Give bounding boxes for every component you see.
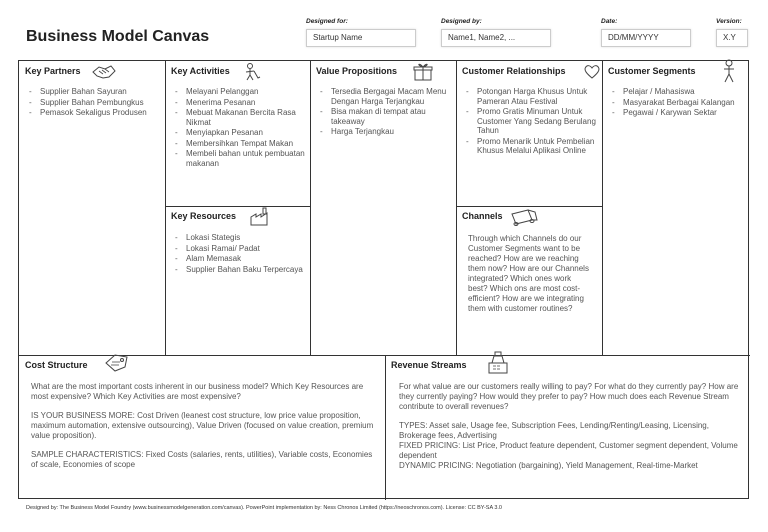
gift-icon (413, 62, 433, 82)
list-item: - Membeli bahan untuk pembuatan makanan (173, 149, 305, 168)
channels-title: Channels (462, 211, 503, 221)
key-resources-block (165, 206, 311, 356)
list-item: - Menyiapkan Pesanan (173, 128, 305, 138)
designed-by-label: Designed by: (441, 18, 482, 25)
value-propositions-list (318, 87, 452, 138)
list-item: - Lokasi Ramai/ Padat (173, 244, 305, 254)
truck-icon (510, 208, 538, 226)
customer-relationships-list (464, 87, 598, 157)
key-partners-block (19, 61, 166, 356)
date-label: Date: (601, 18, 618, 25)
list-item: - Promo Gratis Minuman Untuk Customer Yang Sedang Berulang Tahun (464, 107, 598, 136)
list-item: - Pemasok Sekaligus Produsen (27, 108, 161, 118)
designed-for-field[interactable]: Startup Name (306, 29, 416, 47)
version-field[interactable]: X.Y (716, 29, 748, 47)
list-item: - Alam Memasak (173, 254, 305, 264)
list-item: - Supplier Bahan Baku Terpercaya (173, 265, 305, 275)
cost-structure-block (19, 355, 386, 500)
value-propositions-block (310, 61, 457, 356)
designed-by-group (441, 18, 551, 47)
designed-for-group (306, 18, 416, 47)
list-item: - Lokasi Stategis (173, 233, 305, 243)
customer-segments-list (610, 87, 746, 119)
list-item: - Masyarakat Berbagai Kalangan (610, 98, 746, 108)
key-resources-title: Key Resources (171, 211, 237, 221)
page-title: Business Model Canvas (26, 28, 210, 45)
list-item: - Pelajar / Mahasiswa (610, 87, 746, 97)
list-item: - Pegawai / Karywan Sektar (610, 108, 746, 118)
customer-relationships-block (456, 61, 603, 207)
cost-structure-p2: IS YOUR BUSINESS MORE: Cost Driven (leanest cost structure, low price value proposition, maximum automation, extensive outsourcing), Value Driven (focused on value creation, premium value proposition). (31, 411, 374, 440)
cost-structure-text (31, 382, 375, 470)
list-item: - Supplier Bahan Sayuran (27, 87, 161, 97)
channels-text: Through which Channels do our Customer Segments want to be reached? How are we reaching them now? How are our Channels integrated? Which ones work best? Which ons are most cost-efficient? How are we integrating them with customer routines? (468, 234, 589, 313)
revenue-streams-title: Revenue Streams (391, 360, 467, 370)
business-model-canvas (18, 60, 749, 499)
revenue-streams-p1: For what value are our customers really willing to pay? For what do they currently pay? How are they currently paying? How would they prefer to pay? How much does each Revenue Stream contribute to overall revenues? (399, 382, 739, 411)
footer-credits: Designed by: The Business Model Foundry (www.businessmodelgeneration.com/canvas). PowerPoint implementation by: Ness Chronos Limited (https://neoschronos.com). License: CC BY-SA 3.0 (26, 505, 502, 511)
worker-icon (241, 62, 261, 82)
revenue-streams-p4: DYNAMIC PRICING: Negotiation (bargaining), Yield Management, Real-time-Market (399, 461, 698, 470)
designed-for-label: Designed for: (306, 18, 348, 25)
revenue-streams-p3: FIXED PRICING: List Price, Product feature dependent, Customer segment dependent, Volume dependent (399, 441, 738, 460)
list-item: - Mebuat Makanan Bercita Rasa Nikmat (173, 108, 305, 127)
customer-relationships-title: Customer Relationships (462, 66, 566, 76)
factory-icon (249, 207, 269, 227)
revenue-streams-p2: TYPES: Asset sale, Usage fee, Subscription Fees, Lending/Renting/Leasing, Licensing, Brokerage fees, Advertising (399, 421, 709, 440)
cost-structure-p3: SAMPLE CHARACTERISTICS: Fixed Costs (salaries, rents, utilities), Variable costs, Economies of scale, Economies of scope (31, 450, 373, 469)
date-field[interactable]: DD/MM/YYYY (601, 29, 691, 47)
date-group (601, 18, 691, 47)
customer-segments-title: Customer Segments (608, 66, 696, 76)
version-group (716, 18, 748, 47)
list-item: - Potongan Harga Khusus Untuk Pameran Atau Festival (464, 87, 598, 106)
key-activities-block (165, 61, 311, 207)
list-item: - Melayani Pelanggan (173, 87, 305, 97)
list-item: - Promo Menarik Untuk Pembelian Khusus Melalui Aplikasi Online (464, 137, 598, 156)
heart-icon (584, 64, 600, 79)
list-item: - Harga Terjangkau (318, 127, 452, 137)
key-activities-list (173, 87, 305, 169)
key-activities-title: Key Activities (171, 66, 230, 76)
cost-structure-title: Cost Structure (25, 360, 88, 370)
person-icon (720, 59, 738, 83)
handshake-icon (91, 63, 117, 81)
cash-register-icon (486, 351, 510, 375)
price-tag-icon (103, 353, 129, 373)
value-propositions-title: Value Propositions (316, 66, 398, 76)
revenue-streams-text (399, 382, 743, 471)
list-item: - Membersihkan Tempat Makan (173, 139, 305, 149)
key-partners-title: Key Partners (25, 66, 81, 76)
list-item: - Tersedia Bergagai Macam Menu Dengan Harga Terjangkau (318, 87, 452, 106)
version-label: Version: (716, 18, 742, 25)
designed-by-field[interactable]: Name1, Name2, ... (441, 29, 551, 47)
list-item: - Bisa makan di tempat atau takeaway (318, 107, 452, 126)
key-resources-list (173, 233, 305, 275)
list-item: - Menerima Pesanan (173, 98, 305, 108)
channels-block (456, 206, 603, 356)
customer-segments-block (602, 61, 750, 356)
key-partners-list (27, 87, 161, 119)
cost-structure-p1: What are the most important costs inherent in our business model? Which Key Resources are most expensive? Which Key Activities are most expensive? (31, 382, 364, 401)
list-item: - Supplier Bahan Pembungkus (27, 98, 161, 108)
revenue-streams-block (385, 355, 750, 500)
